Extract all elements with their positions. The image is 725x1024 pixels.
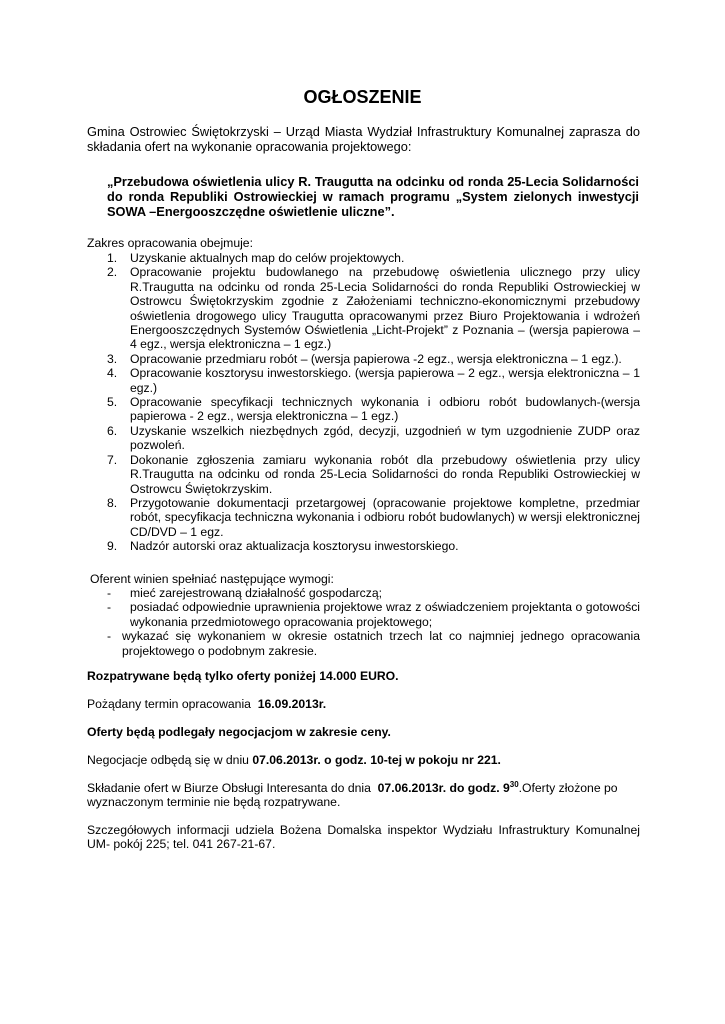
list-item — [87, 629, 640, 658]
scope-heading: Zakres opracowania obejmuje: — [87, 236, 253, 250]
list-number: 1. — [107, 251, 118, 265]
list-text: Opracowanie przedmiaru robót – (wersja papierowa -2 egz., wersja elektroniczna – 1 egz.). — [130, 351, 622, 366]
list-number: 4. — [107, 366, 118, 381]
deadline-date: 16.09.2013r. — [257, 697, 327, 711]
list-text: Uzyskanie aktualnych map do celów projektowych. — [130, 251, 405, 265]
list-number: 9. — [107, 539, 118, 554]
list-number: 7. — [107, 452, 118, 467]
negotiation-time — [87, 753, 640, 767]
deadline-label: Pożądany termin opracowania — [87, 697, 251, 711]
list-text: posiadać odpowiednie uprawnienia projektowe wraz z oświadczeniem projektanta o gotowości wykonania przedmiotowego opracowania projektowego; — [130, 600, 640, 629]
list-text: mieć zarejestrowaną działalność gospodarczą; — [130, 586, 383, 600]
list-text: Opracowanie projektu budowlanego na przebudowę oświetlenia ulicznego przy ulicy R.Traugutta na odcinku od ronda 25-Lecia Solidarności do ronda Republiki Ostrowieckiej w Ostrowcu Świętokrzyskim zgodnie z Założeniami techniczno-ekonomicznymi przebudowy oświetlenia drogowego ulicy Traugutta opracowanymi przez Biuro Projektowania i wdrożeń Energooszczędnych Systemów Oświetlenia „Licht-Projekt” z Poznania – (wersja papierowa – 4 egz., wersja elektroniczna – 1 egz.) — [130, 265, 640, 352]
list-text: Nadzór autorski oraz aktualizacja kosztorysu inwestorskiego. — [130, 539, 459, 554]
list-item — [87, 600, 640, 629]
list-text: wykazać się wykonaniem w okresie ostatnich trzech lat co najmniej jednego opracowania projektowego o podobnym zakresie. — [122, 629, 640, 658]
list-text: Opracowanie specyfikacji technicznych wykonania i odbioru robót budowlanych-(wersja papierowa - 2 egz., wersja elektroniczna – 1 egz.) — [130, 395, 640, 424]
list-text: Uzyskanie wszelkich niezbędnych zgód, decyzji, uzgodnień w tym uzgodnienie ZUDP oraz pozwoleń. — [130, 423, 640, 453]
price-limit: Rozpatrywane będą tylko oferty poniżej 14.000 EURO. — [87, 669, 399, 683]
list-dash: - — [107, 586, 112, 600]
requirements-heading: Oferent winien spełniać następujące wymogi: — [90, 572, 334, 586]
project-name: „Przebudowa oświetlenia ulicy R. Traugutta na odcinku od ronda 25-Lecia Solidarności do ronda Republiki Ostrowieckiej w ramach programu „System zielonych inwestycji SOWA –Energooszczędne oświetlenie uliczne”. — [107, 174, 639, 219]
list-item — [87, 395, 640, 424]
contact-info: Szczegółowych informacji udziela Bożena Domalska inspektor Wydziału Infrastruktury Komunalnej UM- pokój 225; tel. 041 267-21-67. — [87, 823, 640, 852]
scope-list — [87, 251, 640, 554]
list-dash: - — [107, 629, 112, 644]
list-item — [87, 265, 640, 351]
list-item — [87, 586, 640, 600]
list-item — [87, 366, 640, 395]
submission — [87, 781, 640, 810]
submission-label: Składanie ofert w Biurze Obsługi Interesanta do dnia — [87, 781, 371, 795]
list-number: 2. — [107, 265, 118, 280]
list-dash: - — [107, 600, 112, 615]
list-number: 3. — [107, 351, 118, 366]
list-number: 5. — [107, 395, 118, 410]
document-title: OGŁOSZENIE — [303, 87, 422, 107]
list-item — [87, 251, 640, 265]
list-item — [87, 453, 640, 496]
list-text: Przygotowanie dokumentacji przetargowej (opracowanie projektowe kompletne, przedmiar robót, specyfikacja techniczna wykonania i odbioru robót budowlanych) w wersji elektronicznej CD/DVD – 1 egz. — [130, 495, 640, 539]
list-text: Opracowanie kosztorysu inwestorskiego. (wersja papierowa – 2 egz., wersja elektroniczna – 1 egz.) — [130, 366, 640, 395]
list-number: 6. — [107, 423, 118, 438]
requirements-list — [87, 586, 640, 658]
submission-minutes: 30 — [509, 779, 519, 789]
list-number: 8. — [107, 495, 118, 510]
submission-date: 07.06.2013r. do godz. 9 — [377, 781, 510, 795]
list-item — [87, 424, 640, 453]
deadline — [87, 697, 640, 711]
list-item — [87, 352, 640, 366]
list-item — [87, 539, 640, 553]
list-text: Dokonanie zgłoszenia zamiaru wykonania robót dla przebudowy oświetlenia przy ulicy R.Traugutta na odcinku od ronda 25-Lecia Solidarności do ronda Republiki Ostrowieckiej w Ostrowcu Świętokrzyskim. — [130, 452, 640, 496]
negotiation-label: Negocjacje odbędą się w dniu — [87, 753, 249, 767]
list-item — [87, 496, 640, 539]
submission-rest: .Oferty złożone po wyznaczonym terminie nie będą rozpatrywane. — [87, 781, 618, 810]
negotiation-value: 07.06.2013r. o godz. 10-tej w pokoju nr 221. — [252, 753, 501, 767]
intro-paragraph: Gmina Ostrowiec Świętokrzyski – Urząd Miasta Wydział Infrastruktury Komunalnej zaprasza do składania ofert na wykonanie opracowania projektowego: — [87, 124, 640, 154]
negotiation-note: Oferty będą podlegały negocjacjom w zakresie ceny. — [87, 725, 391, 739]
